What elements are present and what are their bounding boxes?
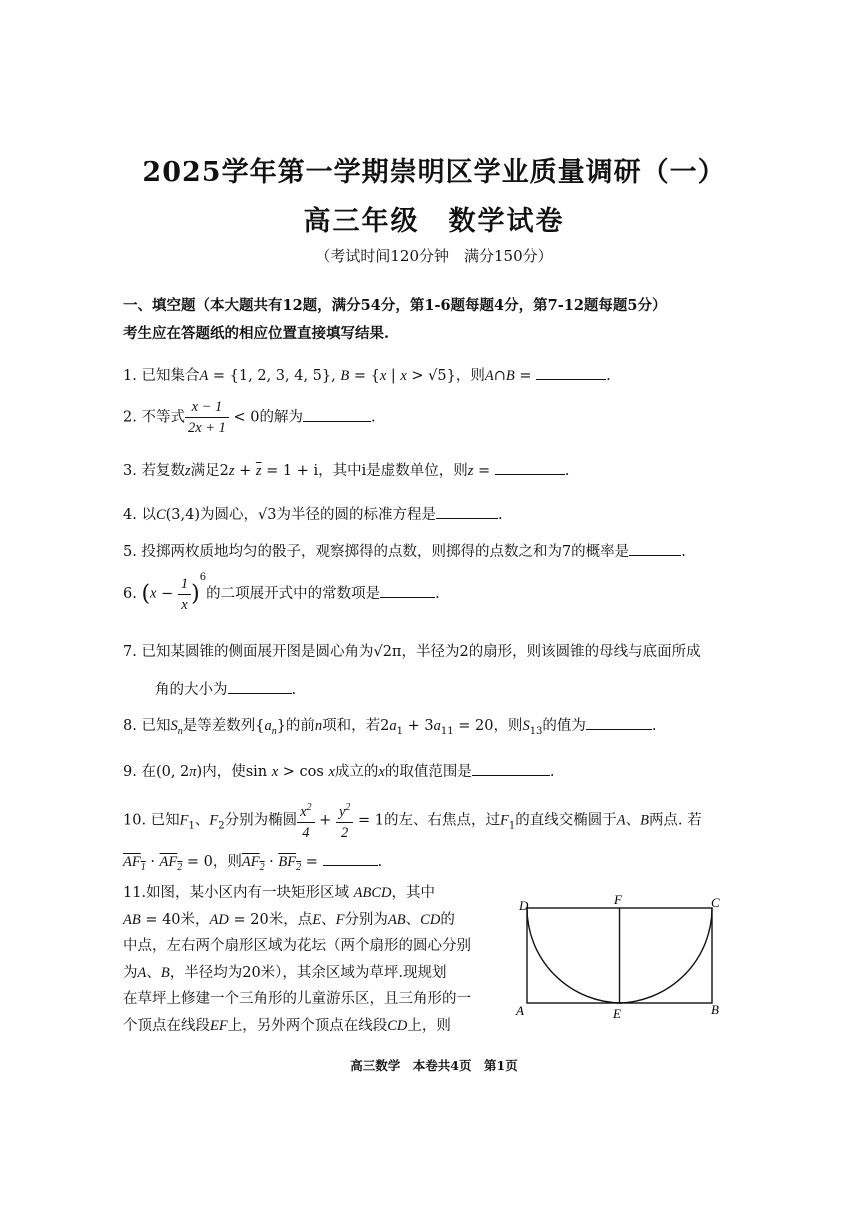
q8-answer-blank[interactable] — [586, 715, 652, 730]
q2-answer-blank[interactable] — [303, 407, 371, 422]
question-10: 10. 已知$F_1$、$F_2$分别为椭圆 $\frac{x^2}{4}$ + $\frac{y^2}{2}$ = 1的左、右焦点，过$F_1$的直线交椭圆于A、B两点. 若 — [123, 798, 702, 843]
label-c: C — [711, 895, 720, 910]
section-heading: 一、填空题（本大题共有12题，满分54分，第1-6题每题4分，第7-12题每题5分） — [123, 297, 667, 314]
question-5: 5. 投掷两枚质地均匀的骰子，观察掷得的点数，则掷得的点数之和为7的概率是 . — [123, 540, 686, 561]
q2-fraction: $\frac{x - 1}{2x + 1}$ — [185, 397, 229, 438]
label-a: A — [516, 1003, 524, 1018]
q7-num: 7. — [123, 644, 137, 660]
question-11: 11.如图，某小区内有一块矩形区域 ABCD，其中 AB = 40米，AD = 20米，点E、F分别为AB、CD的 中点，左右两个扇形区域为花坛（两个扇形的圆心分别 为A、B，半径均为20米），其余区域为草坪.现规划 在草坪上修建一个三角形的儿童游乐区，且三角形的一 个顶点在线段EF上，另外两个顶点在线段CD上，则 — [123, 885, 471, 1034]
q6-fraction: $\frac{1}{x}$ — [178, 574, 191, 615]
q1-answer-blank[interactable] — [536, 365, 606, 380]
q3-answer-blank[interactable] — [495, 460, 565, 475]
q10-answer-blank[interactable] — [323, 851, 378, 866]
question-3: 3. 若复数z满足$2z + \overline{z} = 1 + i$，其中i是虚数单位，则z = . — [123, 459, 569, 480]
q5-answer-blank[interactable] — [629, 541, 681, 556]
q8-num: 8. — [123, 718, 137, 734]
label-b: B — [711, 1002, 719, 1017]
question-7: 7. 已知某圆锥的侧面展开图是圆心角为√2π，半径为2的扇形，则该圆锥的母线与底面所成 — [123, 644, 701, 660]
question-10-line2: $AF_1 \cdot AF_2 = 0$，则$AF_2 \cdot BF_2$ = . — [123, 850, 382, 873]
q9-answer-blank[interactable] — [472, 761, 550, 776]
q2-text-b: 的解为 — [259, 409, 304, 426]
right-sector-arc — [617, 908, 712, 1003]
question-8: 8. 已知$S_n$是等差数列$\{a_n\}$的前n项和，若$2a_1 + 3a_{11} = 20$，则$S_{13}$的值为 . — [123, 714, 657, 737]
label-f: F — [614, 892, 622, 907]
q4-answer-blank[interactable] — [436, 504, 498, 519]
q1-num: 1. — [123, 368, 137, 384]
question-7-line2: 角的大小为 . — [155, 678, 296, 699]
rectangle-figure — [510, 888, 730, 1023]
question-6: 6. (x − $\frac{1}{x}$ )$^6$的二项展开式中的常数项是 . — [123, 572, 440, 613]
q4-num: 4. — [123, 507, 137, 523]
question-1: 1. 已知集合A = {1, 2, 3, 4, 5}, B = {x | x > √5}，则A∩B = . — [123, 364, 611, 385]
q2-text-a: 不等式 — [141, 409, 185, 426]
exam-title: 2025学年第一学期崇明区学业质量调研（一） — [142, 157, 726, 188]
section-instruction: 考生应在答题纸的相应位置直接填写结果. — [123, 325, 390, 342]
q9-num: 9. — [123, 764, 137, 780]
page-footer: 高三数学 本卷共4页 第1页 — [350, 1058, 518, 1073]
label-e: E — [613, 1006, 621, 1021]
q5-num: 5. — [123, 544, 137, 560]
q6-answer-blank[interactable] — [380, 583, 435, 598]
question-4: 4. 以C(3,4)为圆心，√3为半径的圆的标准方程是 . — [123, 503, 503, 524]
q6-num: 6. — [123, 586, 137, 602]
q1-text-b: ，则 — [455, 368, 485, 384]
q7-answer-blank[interactable] — [228, 679, 292, 694]
left-sector-arc — [527, 908, 622, 1003]
exam-info: （考试时间120分钟 满分150分） — [315, 247, 553, 265]
q10-num: 10. — [123, 812, 147, 829]
question-9: 9. 在(0, 2π)内，使sin x > cos x成立的x的取值范围是 . — [123, 760, 554, 781]
q1-text-a: 已知集合 — [141, 368, 200, 384]
exam-subtitle: 高三年级 数学试卷 — [303, 206, 565, 237]
question-2: 2. 不等式 $\frac{x - 1}{2x + 1}$ < 0的解为 . — [123, 399, 376, 436]
q3-num: 3. — [123, 463, 137, 479]
label-d: D — [519, 898, 529, 913]
q2-num: 2. — [123, 409, 137, 426]
